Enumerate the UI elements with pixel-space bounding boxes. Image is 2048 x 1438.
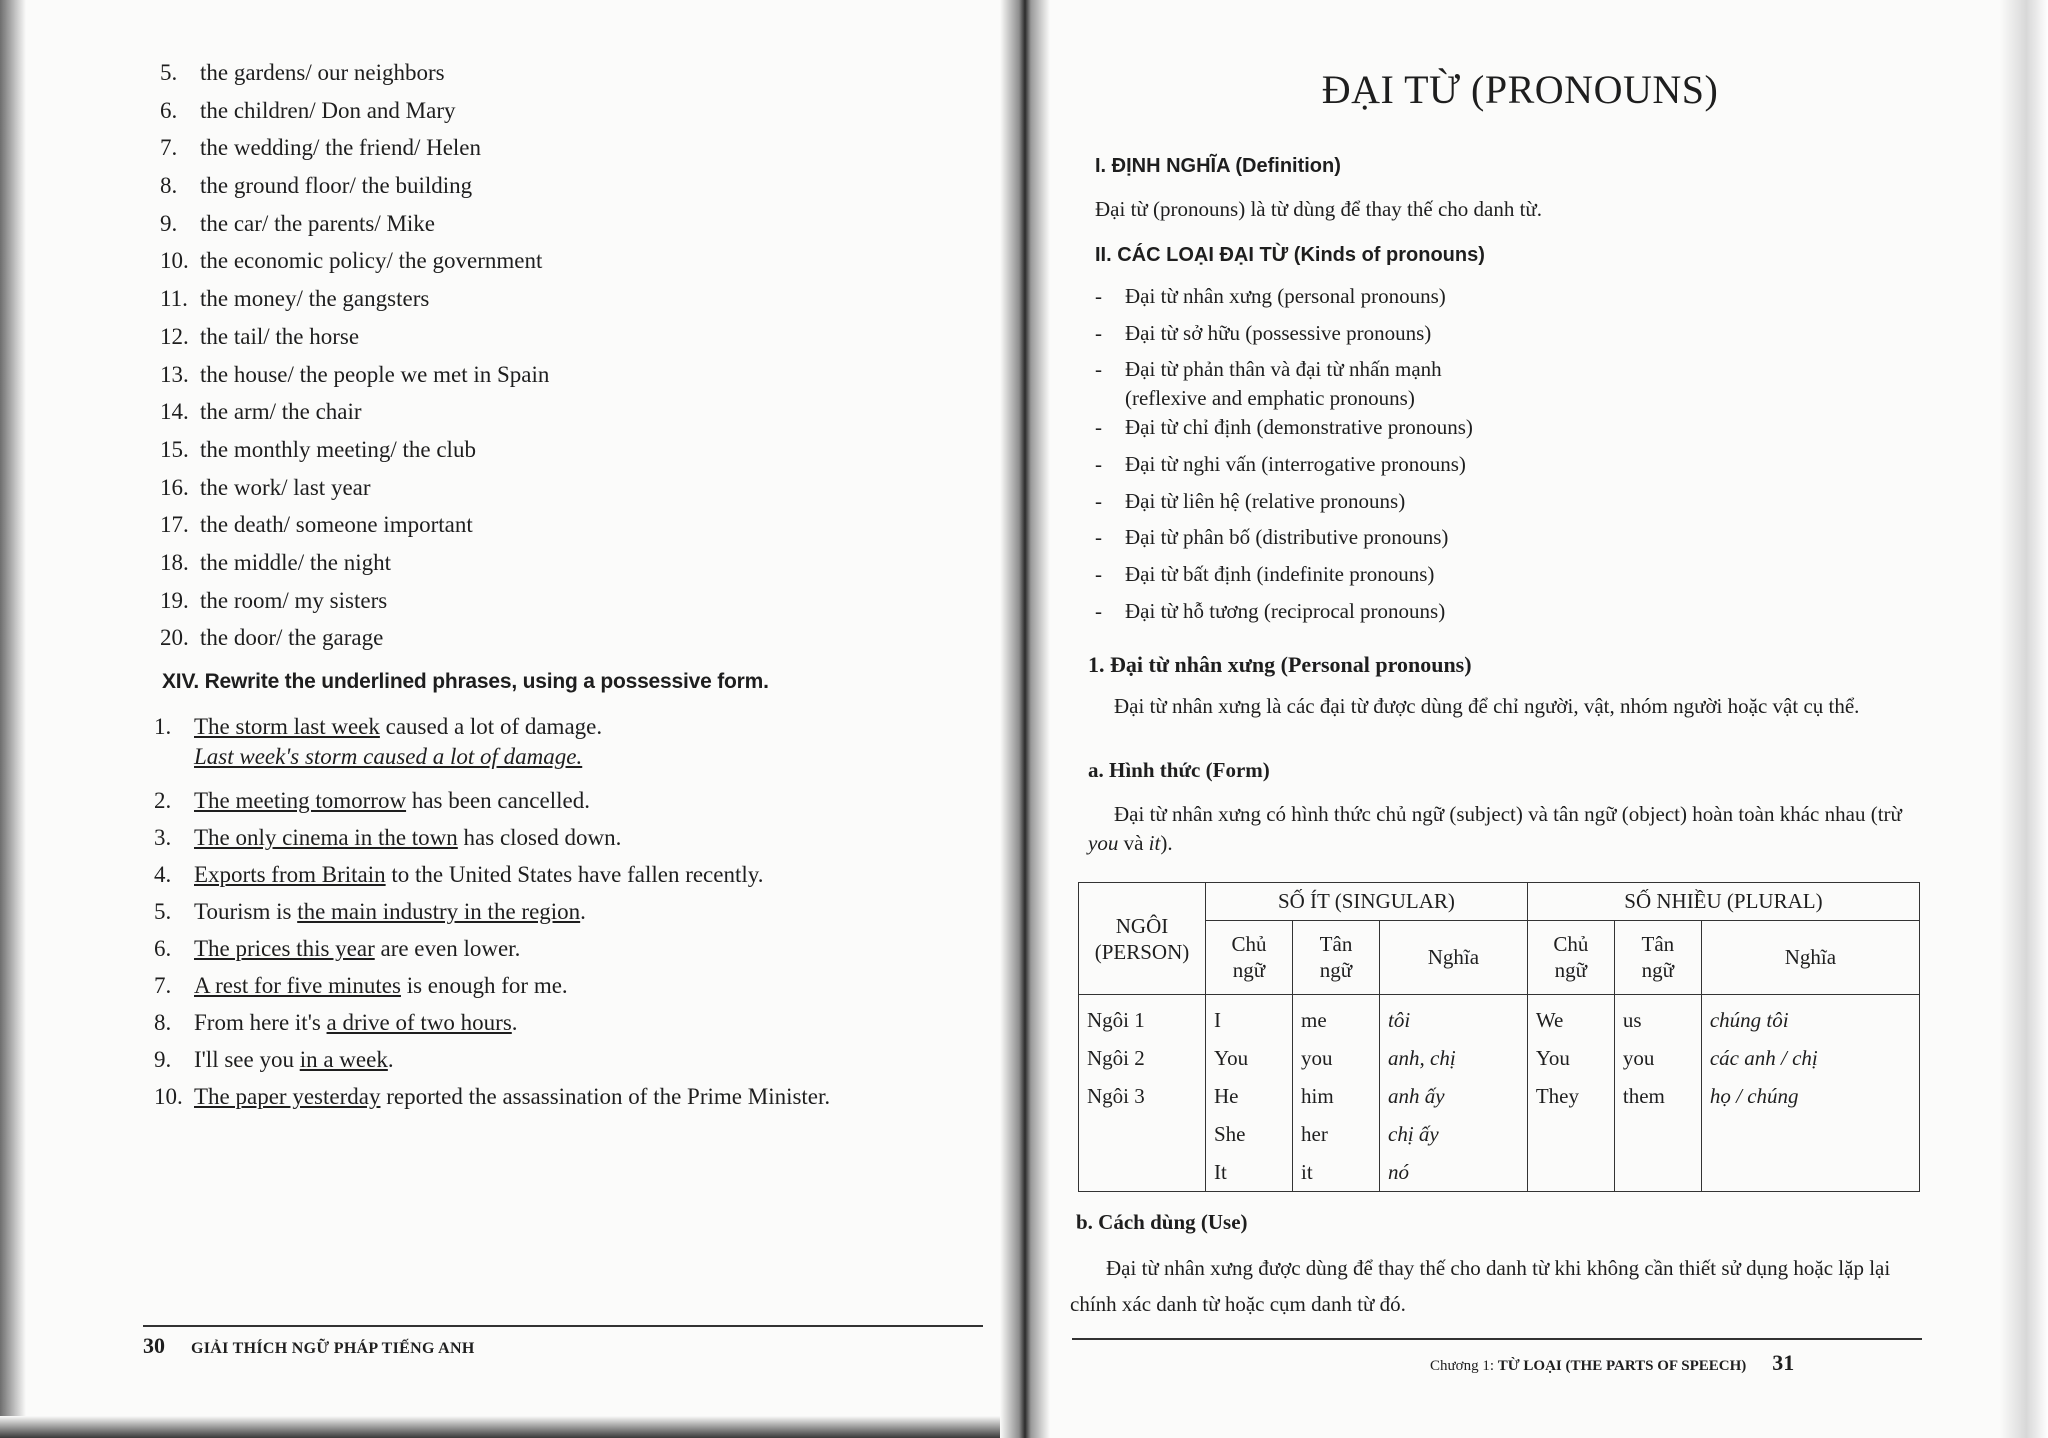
item-number: 8. <box>154 1010 172 1035</box>
personal-pronouns-heading: 1. Đại từ nhân xưng (Personal pronouns) <box>1088 652 1472 677</box>
item-text: the house/ the people we met in Spain <box>200 361 550 387</box>
table-cell-text: them <box>1622 1084 1665 1108</box>
person-cell <box>1079 995 1206 1192</box>
table-cell-text: They <box>1535 1084 1580 1108</box>
form-text-part: ). <box>1160 831 1173 855</box>
item-number: 5. <box>160 60 178 85</box>
table-cell-text: us <box>1622 1008 1642 1032</box>
item-text: the death/ someone important <box>200 512 473 538</box>
underlined-phrase: the main industry in the region <box>297 899 581 924</box>
item-number: 16. <box>160 474 189 500</box>
table-cell-text: chị ấy <box>1388 1122 1439 1146</box>
list-item <box>160 473 549 511</box>
list-item <box>154 1082 830 1119</box>
item-number: 17. <box>160 512 189 538</box>
table-cell-text: She <box>1214 1122 1246 1146</box>
list-item <box>160 284 549 322</box>
running-head: GIẢI THÍCH NGỮ PHÁP TIẾNG ANH <box>191 1340 475 1357</box>
object-header: Tân ngữ <box>1293 920 1380 994</box>
table-cell-text: Ngôi 3 <box>1087 1084 1145 1108</box>
exercise-heading: XIV. Rewrite the underlined phrases, using a possessive form. <box>162 670 769 693</box>
item-text: Đại từ phân bố (distributive pronouns) <box>1125 525 1449 550</box>
item-number: 7. <box>160 135 178 161</box>
list-item <box>160 586 549 624</box>
table-cell-text: tôi <box>1388 1008 1411 1032</box>
table-cell-text: it <box>1301 1160 1313 1184</box>
item-text: the monthly meeting/ the club <box>200 436 476 462</box>
table-cell-text: Ngôi 2 <box>1087 1046 1145 1070</box>
item-text: Đại từ nghi vấn (interrogative pronouns) <box>1125 452 1466 477</box>
item-number: 8. <box>160 173 178 199</box>
singular-meaning-cell <box>1380 995 1528 1192</box>
page-edge-right <box>2000 0 2048 1438</box>
table-cell-text: các anh / chị <box>1709 1046 1818 1070</box>
item-number: 5. <box>154 899 172 924</box>
list-item <box>160 133 549 171</box>
item-text-continued: (reflexive and emphatic pronouns) <box>1125 386 1415 411</box>
item-text: the car/ the parents/ Mike <box>200 210 436 236</box>
form-text-you: you <box>1088 831 1119 855</box>
use-text: Đại từ nhân xưng được dùng để thay thế cho danh từ khi không cần thiết sử dụng hoặc lặp lại chính xác danh từ hoặc cụm danh từ đó. <box>1070 1256 1891 1316</box>
item-text: Tourism is <box>194 899 298 924</box>
footer-rule <box>143 1325 983 1327</box>
list-item <box>160 96 549 134</box>
page-edge-shadow <box>0 0 26 1438</box>
list-item: - Đại từ nghi vấn (interrogative pronouns) <box>1095 452 1466 477</box>
item-text: the tail/ the horse <box>200 323 360 349</box>
item-text: the door/ the garage <box>200 625 384 651</box>
item-text: . <box>511 1010 518 1035</box>
item-text: Đại từ sở hữu (possessive pronouns) <box>1125 320 1432 345</box>
list-item <box>160 397 549 435</box>
list-item: - Đại từ liên hệ (relative pronouns) <box>1095 488 1406 513</box>
list-item <box>160 548 549 586</box>
table-cell-text: anh, chị <box>1388 1046 1456 1070</box>
item-text: the work/ last year <box>200 474 371 500</box>
table-cell-text: It <box>1214 1160 1227 1184</box>
list-item <box>154 971 830 1008</box>
right-page-footer <box>1430 1350 1794 1376</box>
object-header: Tân ngữ <box>1614 920 1701 994</box>
underlined-phrase: The prices this year <box>194 936 375 961</box>
list-item <box>160 435 549 473</box>
meaning-header: Nghĩa <box>1380 920 1528 994</box>
item-text: Đại từ phản thân và đại từ nhấn mạnh <box>1125 357 1442 382</box>
list-item <box>154 897 830 934</box>
definition-text: Đại từ (pronouns) là từ dùng để thay thế cho danh từ. <box>1095 197 1543 221</box>
item-number: 15. <box>160 436 189 462</box>
item-number: 11. <box>160 286 188 312</box>
table-cell-text: her <box>1301 1122 1328 1146</box>
table-cell-text: You <box>1535 1046 1570 1070</box>
item-text: has closed down. <box>457 825 622 850</box>
plural-object-cell <box>1614 995 1701 1192</box>
item-number: 3. <box>154 825 172 850</box>
item-number: 4. <box>154 862 172 887</box>
rewrite-exercise-list <box>154 712 830 1119</box>
plural-header: SỐ NHIỀU (PLURAL) <box>1527 883 1919 921</box>
plural-meaning-cell <box>1701 995 1919 1192</box>
singular-header: SỐ ÍT (SINGULAR) <box>1206 883 1528 921</box>
definition-heading: I. ĐỊNH NGHĨA (Definition) <box>1095 155 1341 177</box>
list-item <box>160 209 549 247</box>
table-cell-text: You <box>1214 1046 1249 1070</box>
subject-header: Chủ ngữ <box>1527 920 1614 994</box>
list-item: - Đại từ sở hữu (possessive pronouns) <box>1095 320 1432 345</box>
noun-pairs-list <box>160 58 549 661</box>
list-item <box>160 246 549 284</box>
list-item <box>160 510 549 548</box>
list-item <box>154 860 830 897</box>
list-item <box>160 322 549 360</box>
item-text: the money/ the gangsters <box>200 286 430 312</box>
table-cell-text: chúng tôi <box>1709 1008 1789 1032</box>
underlined-phrase: Exports from Britain <box>194 862 386 887</box>
list-item: - Đại từ phản thân và đại từ nhấn mạnh (reflexive and emphatic pronouns) <box>1095 355 1473 413</box>
table-cell-text: you <box>1301 1046 1333 1070</box>
item-text: the wedding/ the friend/ Helen <box>200 135 482 161</box>
item-text: Đại từ chỉ định (demonstrative pronouns) <box>1125 415 1473 440</box>
singular-object-cell <box>1293 995 1380 1192</box>
form-text-part: Đại từ nhân xưng có hình thức chủ ngữ (subject) và tân ngữ (object) hoàn toàn khác nhau (trừ <box>1114 802 1902 826</box>
item-text: the ground floor/ the building <box>200 173 473 199</box>
underlined-phrase: The storm last week <box>194 714 380 739</box>
list-item: - Đại từ bất định (indefinite pronouns) <box>1095 562 1435 587</box>
item-text: has been cancelled. <box>406 788 590 813</box>
table-cell-text: anh ấy <box>1388 1084 1445 1108</box>
item-text: the middle/ the night <box>200 549 391 575</box>
list-item: - Đại từ nhân xưng (personal pronouns) <box>1095 284 1446 308</box>
page-number: 30 <box>143 1333 165 1358</box>
form-text-it: it <box>1148 831 1161 855</box>
item-text: reported the assassination of the Prime Minister. <box>380 1084 831 1109</box>
page-bottom-shadow <box>0 1416 1010 1438</box>
list-item <box>154 786 830 823</box>
item-text: the children/ Don and Mary <box>200 97 456 123</box>
left-page-footer <box>143 1333 475 1359</box>
meaning-header: Nghĩa <box>1701 920 1919 994</box>
underlined-phrase: The paper yesterday <box>194 1084 381 1109</box>
kinds-heading: II. CÁC LOẠI ĐẠI TỪ (Kinds of pronouns) <box>1095 244 1485 266</box>
table-cell-text: He <box>1214 1084 1239 1108</box>
item-text: Đại từ hỗ tương (reciprocal pronouns) <box>1125 598 1446 623</box>
subject-header: Chủ ngữ <box>1206 920 1293 994</box>
item-text: . <box>580 899 586 924</box>
table-cell-text: you <box>1622 1046 1655 1070</box>
form-text-part: và <box>1118 831 1149 855</box>
item-text: the gardens/ our neighbors <box>200 60 445 85</box>
underlined-phrase: A rest for five minutes <box>194 973 401 998</box>
item-text: caused a lot of damage. <box>379 714 603 739</box>
item-text: From here it's <box>194 1010 327 1035</box>
item-text: are even lower. <box>374 936 521 961</box>
table-cell-text: We <box>1535 1008 1564 1032</box>
list-item <box>154 712 830 786</box>
form-text <box>1088 800 1928 858</box>
underlined-phrase: The only cinema in the town <box>194 825 458 850</box>
item-text: Đại từ nhân xưng (personal pronouns) <box>1125 284 1446 308</box>
item-number: 9. <box>160 210 178 236</box>
underlined-phrase: in a week <box>299 1047 388 1072</box>
item-number: 7. <box>154 973 172 998</box>
personal-pronouns-table <box>1078 882 1920 1192</box>
item-number: 18. <box>160 549 189 575</box>
item-text: the economic policy/ the government <box>200 248 543 274</box>
personal-pronouns-text: Đại từ nhân xưng là các đại từ được dùng để chỉ người, vật, nhóm người hoặc vật cụ thể. <box>1114 694 1860 718</box>
list-item: - Đại từ phân bố (distributive pronouns) <box>1095 525 1449 550</box>
list-item <box>160 360 549 398</box>
table-cell-text: him <box>1301 1084 1334 1108</box>
item-text: is enough for me. <box>400 973 568 998</box>
list-item <box>154 1045 830 1082</box>
item-text: Đại từ liên hệ (relative pronouns) <box>1125 488 1406 513</box>
list-item <box>160 171 549 209</box>
item-number: 10. <box>160 248 189 274</box>
item-text: the room/ my sisters <box>200 587 388 613</box>
item-text: to the United States have fallen recently. <box>385 862 764 887</box>
table-cell-text: họ / chúng <box>1709 1084 1799 1108</box>
item-number: 6. <box>160 97 178 123</box>
chapter-title: TỪ LOẠI (THE PARTS OF SPEECH) <box>1497 1358 1747 1374</box>
table-cell-text: nó <box>1388 1160 1409 1184</box>
table-cell-text: Ngôi 1 <box>1087 1008 1145 1032</box>
use-heading: b. Cách dùng (Use) <box>1076 1210 1248 1234</box>
item-number: 19. <box>160 587 189 613</box>
list-item <box>154 823 830 860</box>
page-title: ĐẠI TỪ (PRONOUNS) <box>1321 67 1719 112</box>
footer-rule <box>1072 1338 1922 1340</box>
item-number: 14. <box>160 399 189 425</box>
item-number: 1. <box>154 714 172 739</box>
item-text: . <box>387 1047 394 1072</box>
item-number: 10. <box>154 1084 183 1109</box>
example-answer: Last week's storm caused a lot of damage. <box>194 744 583 769</box>
list-item: - Đại từ hỗ tương (reciprocal pronouns) <box>1095 598 1446 623</box>
item-number: 2. <box>154 788 172 813</box>
item-text: Đại từ bất định (indefinite pronouns) <box>1125 562 1435 587</box>
person-header: NGÔI (PERSON) <box>1079 883 1206 995</box>
list-item <box>154 934 830 971</box>
underlined-phrase: a drive of two hours <box>326 1010 512 1035</box>
list-item <box>160 58 549 96</box>
table-cell-text: me <box>1301 1008 1327 1032</box>
item-number: 13. <box>160 361 189 387</box>
item-text: I'll see you <box>194 1047 300 1072</box>
book-gutter <box>1000 0 1050 1438</box>
form-heading: a. Hình thức (Form) <box>1088 758 1270 782</box>
chapter-label: Chương 1: <box>1430 1358 1498 1374</box>
item-number: 9. <box>154 1047 172 1072</box>
table-cell-text: I <box>1214 1008 1221 1032</box>
list-item <box>160 623 549 661</box>
item-number: 12. <box>160 323 189 349</box>
item-number: 20. <box>160 625 189 651</box>
singular-subject-cell <box>1206 995 1293 1192</box>
item-text: the arm/ the chair <box>200 399 362 425</box>
list-item <box>154 1008 830 1045</box>
underlined-phrase: The meeting tomorrow <box>194 788 407 813</box>
pronoun-kinds-list <box>1095 282 1473 634</box>
plural-subject-cell <box>1527 995 1614 1192</box>
item-number: 6. <box>154 936 172 961</box>
page-number: 31 <box>1772 1350 1795 1375</box>
list-item: - Đại từ chỉ định (demonstrative pronouns) <box>1095 415 1473 440</box>
